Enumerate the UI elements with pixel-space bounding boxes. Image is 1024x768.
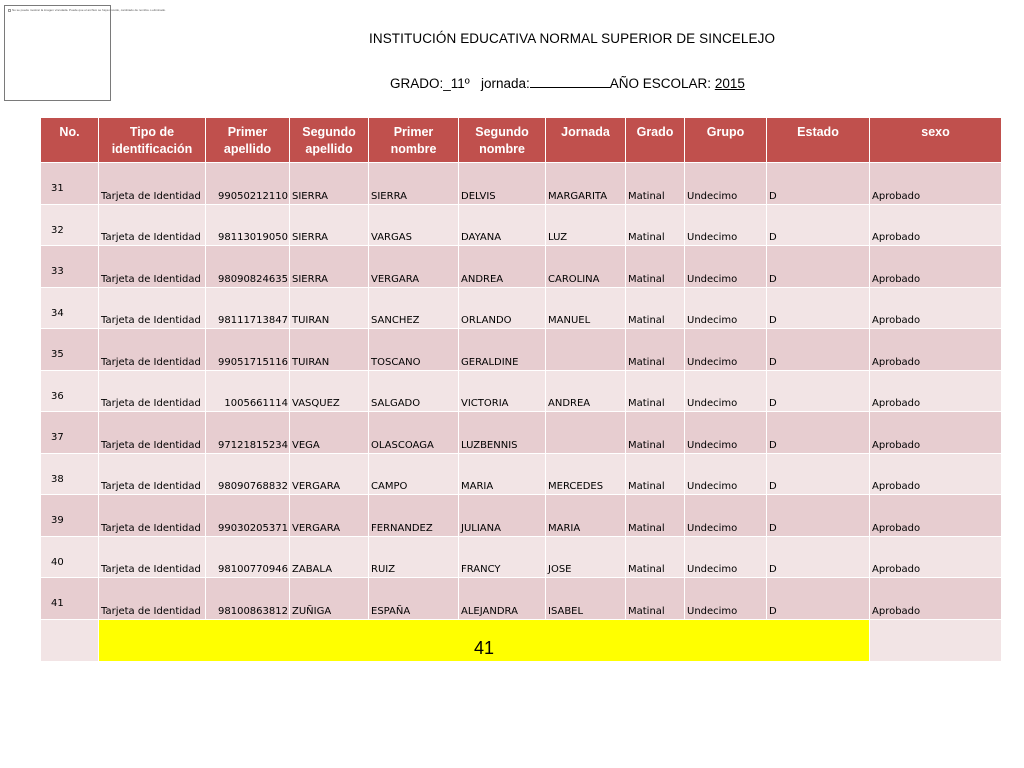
- table-cell: JOSE: [546, 536, 626, 578]
- table-cell: 98100863812: [206, 578, 290, 620]
- table-cell: 99030205371: [206, 495, 290, 537]
- table-cell: MARGARITA: [546, 163, 626, 205]
- school-title: INSTITUCIÓN EDUCATIVA NORMAL SUPERIOR DE SINCELEJO: [369, 31, 776, 46]
- table-cell: D: [767, 578, 870, 620]
- table-cell: D: [767, 495, 870, 537]
- grade-line: [390, 75, 745, 91]
- grado-label: GRADO:_11º: [390, 76, 470, 91]
- table-cell: Undecimo: [685, 453, 767, 495]
- table-cell: Aprobado: [870, 495, 1002, 537]
- table-row: [41, 246, 1002, 288]
- table-cell: VASQUEZ: [290, 370, 369, 412]
- table-cell: Undecimo: [685, 329, 767, 371]
- table-cell: D: [767, 370, 870, 412]
- table-cell: DAYANA: [459, 204, 546, 246]
- table-row: [41, 287, 1002, 329]
- table-cell: D: [767, 412, 870, 454]
- table-cell: VEGA: [290, 412, 369, 454]
- table-cell: 41: [41, 578, 99, 620]
- table-cell: Tarjeta de Identidad: [99, 287, 206, 329]
- table-cell: LUZBENNIS: [459, 412, 546, 454]
- table-cell: SALGADO: [369, 370, 459, 412]
- table-cell: FRANCY: [459, 536, 546, 578]
- total-empty-cell: [41, 619, 99, 661]
- column-header: Grupo: [685, 118, 767, 163]
- table-cell: Undecimo: [685, 412, 767, 454]
- table-cell: 98090768832: [206, 453, 290, 495]
- table-cell: Aprobado: [870, 453, 1002, 495]
- table-cell: TUIRAN: [290, 329, 369, 371]
- jornada-blank: [530, 75, 610, 88]
- students-table: [40, 117, 1002, 662]
- table-cell: ANDREA: [546, 370, 626, 412]
- table-cell: 31: [41, 163, 99, 205]
- anio-value: 2015: [714, 76, 745, 91]
- table-cell: 32: [41, 204, 99, 246]
- table-cell: 37: [41, 412, 99, 454]
- table-cell: [546, 329, 626, 371]
- table-cell: ZUÑIGA: [290, 578, 369, 620]
- table-cell: ANDREA: [459, 246, 546, 288]
- table-cell: ALEJANDRA: [459, 578, 546, 620]
- table-cell: Matinal: [626, 163, 685, 205]
- table-cell: Aprobado: [870, 329, 1002, 371]
- table-cell: MERCEDES: [546, 453, 626, 495]
- table-cell: 39: [41, 495, 99, 537]
- table-cell: 35: [41, 329, 99, 371]
- column-header: Tipo de identificación: [99, 118, 206, 163]
- column-header: Segundo apellido: [290, 118, 369, 163]
- table-cell: 98090824635: [206, 246, 290, 288]
- table-cell: Tarjeta de Identidad: [99, 536, 206, 578]
- table-cell: Matinal: [626, 453, 685, 495]
- table-cell: Matinal: [626, 495, 685, 537]
- table-cell: 98100770946: [206, 536, 290, 578]
- table-cell: Undecimo: [685, 204, 767, 246]
- table-cell: Aprobado: [870, 163, 1002, 205]
- column-header: Estado: [767, 118, 870, 163]
- table-cell: Undecimo: [685, 536, 767, 578]
- column-header: No.: [41, 118, 99, 163]
- table-cell: 98111713847: [206, 287, 290, 329]
- table-cell: Aprobado: [870, 536, 1002, 578]
- column-header: Primer nombre: [369, 118, 459, 163]
- table-cell: TUIRAN: [290, 287, 369, 329]
- table-cell: Undecimo: [685, 495, 767, 537]
- table-cell: Tarjeta de Identidad: [99, 163, 206, 205]
- table-cell: VARGAS: [369, 204, 459, 246]
- table-row: [41, 370, 1002, 412]
- table-cell: Aprobado: [870, 204, 1002, 246]
- table-cell: D: [767, 204, 870, 246]
- table-cell: VERGARA: [369, 246, 459, 288]
- table-cell: D: [767, 287, 870, 329]
- table-cell: Undecimo: [685, 163, 767, 205]
- table-row: [41, 453, 1002, 495]
- table-cell: Tarjeta de Identidad: [99, 412, 206, 454]
- table-cell: D: [767, 246, 870, 288]
- broken-image-text: No se puede mostrar la imagen vinculada. Puede que el archivo se haya movido, cambiado de nombre o eliminado.: [12, 8, 166, 12]
- table-cell: 36: [41, 370, 99, 412]
- table-cell: 38: [41, 453, 99, 495]
- table-row: [41, 329, 1002, 371]
- column-header: Primer apellido: [206, 118, 290, 163]
- table-row: [41, 412, 1002, 454]
- table-cell: Undecimo: [685, 287, 767, 329]
- table-cell: Matinal: [626, 536, 685, 578]
- table-cell: VERGARA: [290, 495, 369, 537]
- table-cell: 33: [41, 246, 99, 288]
- table-cell: CAROLINA: [546, 246, 626, 288]
- table-cell: SIERRA: [290, 246, 369, 288]
- table-cell: 99050212110: [206, 163, 290, 205]
- table-cell: SIERRA: [290, 163, 369, 205]
- table-cell: Tarjeta de Identidad: [99, 578, 206, 620]
- table-cell: SIERRA: [369, 163, 459, 205]
- table-cell: Matinal: [626, 329, 685, 371]
- total-empty-cell: [870, 619, 1002, 661]
- table-cell: MARIA: [459, 453, 546, 495]
- table-cell: Aprobado: [870, 370, 1002, 412]
- table-cell: Matinal: [626, 578, 685, 620]
- column-header: Jornada: [546, 118, 626, 163]
- table-cell: Aprobado: [870, 287, 1002, 329]
- table-cell: Matinal: [626, 370, 685, 412]
- table-cell: CAMPO: [369, 453, 459, 495]
- table-cell: [546, 412, 626, 454]
- table-cell: ORLANDO: [459, 287, 546, 329]
- column-header: Segundo nombre: [459, 118, 546, 163]
- table-cell: GERALDINE: [459, 329, 546, 371]
- table-cell: MANUEL: [546, 287, 626, 329]
- table-body: [41, 163, 1002, 662]
- table-row: [41, 536, 1002, 578]
- table-cell: OLASCOAGA: [369, 412, 459, 454]
- table-cell: Tarjeta de Identidad: [99, 246, 206, 288]
- table-cell: VERGARA: [290, 453, 369, 495]
- table-cell: D: [767, 453, 870, 495]
- total-count: 41: [99, 619, 870, 661]
- jornada-label: jornada:: [480, 76, 530, 91]
- table-cell: Aprobado: [870, 412, 1002, 454]
- column-header: Grado: [626, 118, 685, 163]
- table-row: [41, 163, 1002, 205]
- table-cell: Matinal: [626, 412, 685, 454]
- table-cell: Aprobado: [870, 246, 1002, 288]
- table-cell: 99051715116: [206, 329, 290, 371]
- table-cell: Tarjeta de Identidad: [99, 453, 206, 495]
- table-cell: MARIA: [546, 495, 626, 537]
- table-row: [41, 204, 1002, 246]
- table-cell: Tarjeta de Identidad: [99, 495, 206, 537]
- table-row: [41, 578, 1002, 620]
- table-cell: Tarjeta de Identidad: [99, 204, 206, 246]
- table-cell: 98113019050: [206, 204, 290, 246]
- table-cell: Undecimo: [685, 370, 767, 412]
- table-cell: ZABALA: [290, 536, 369, 578]
- table-cell: Tarjeta de Identidad: [99, 370, 206, 412]
- table-cell: D: [767, 163, 870, 205]
- table-cell: DELVIS: [459, 163, 546, 205]
- table-cell: JULIANA: [459, 495, 546, 537]
- table-cell: LUZ: [546, 204, 626, 246]
- table-cell: D: [767, 536, 870, 578]
- table-cell: SIERRA: [290, 204, 369, 246]
- table-cell: Matinal: [626, 246, 685, 288]
- table-cell: Matinal: [626, 287, 685, 329]
- table-row: [41, 495, 1002, 537]
- table-cell: TOSCANO: [369, 329, 459, 371]
- table-cell: RUIZ: [369, 536, 459, 578]
- table-cell: ISABEL: [546, 578, 626, 620]
- table-cell: D: [767, 329, 870, 371]
- anio-label: AÑO ESCOLAR:: [609, 76, 712, 91]
- table-cell: Undecimo: [685, 578, 767, 620]
- table-cell: Aprobado: [870, 578, 1002, 620]
- table-cell: Undecimo: [685, 246, 767, 288]
- table-header-row: [41, 118, 1002, 163]
- table-cell: Matinal: [626, 204, 685, 246]
- broken-image-notice: [8, 8, 166, 12]
- table-cell: 1005661114: [206, 370, 290, 412]
- broken-image-icon: [8, 9, 11, 12]
- table-cell: 34: [41, 287, 99, 329]
- table-cell: 40: [41, 536, 99, 578]
- table-cell: FERNANDEZ: [369, 495, 459, 537]
- column-header: sexo: [870, 118, 1002, 163]
- table-cell: 97121815234: [206, 412, 290, 454]
- table-cell: VICTORIA: [459, 370, 546, 412]
- logo-image-placeholder: [4, 5, 166, 101]
- total-row: [41, 619, 1002, 661]
- table-cell: Tarjeta de Identidad: [99, 329, 206, 371]
- table-cell: ESPAÑA: [369, 578, 459, 620]
- table-cell: SANCHEZ: [369, 287, 459, 329]
